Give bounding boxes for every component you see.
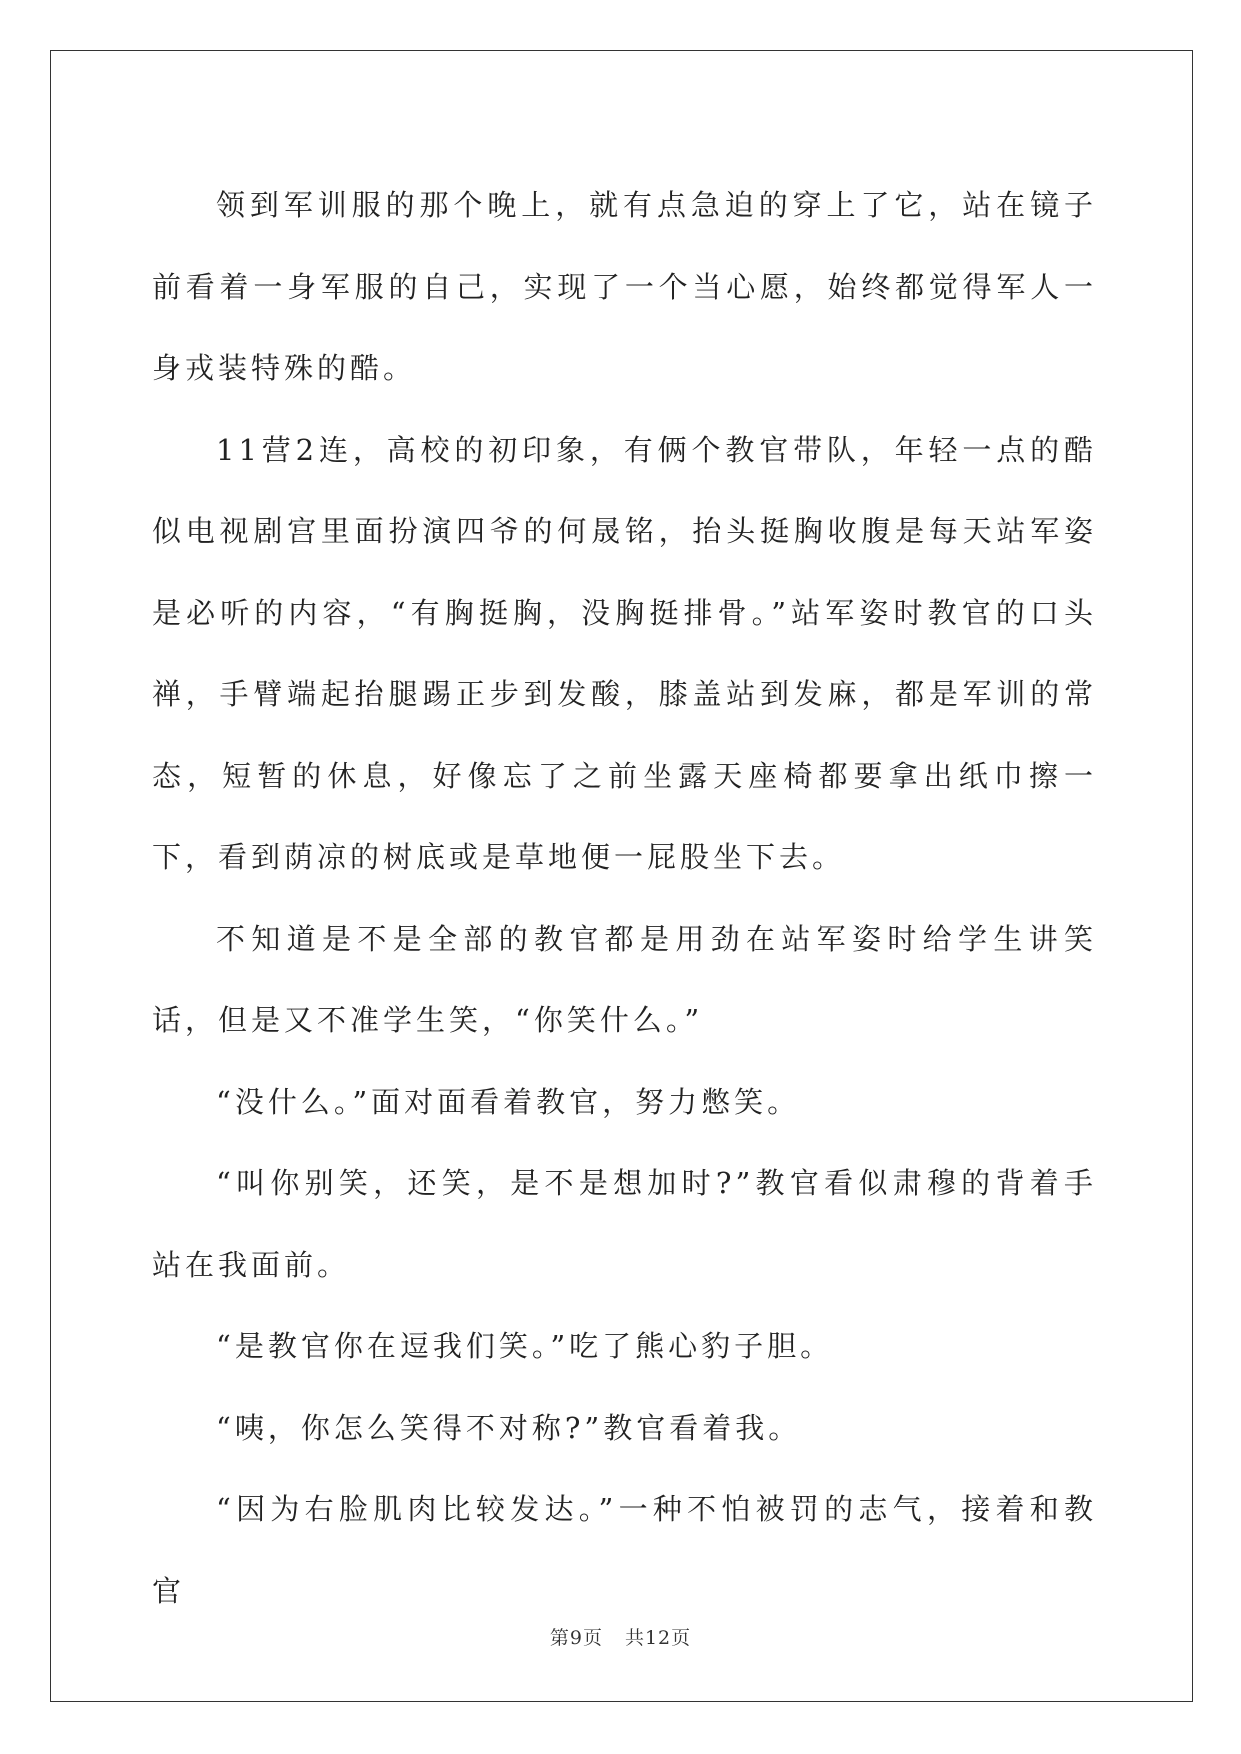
paragraph-5: “叫你别笑，还笑，是不是想加时?”教官看似肃穆的背着手站在我面前。 xyxy=(152,1166,1097,1282)
paragraph-4: “没什么。”面对面看着教官，努力憋笑。 xyxy=(216,1084,801,1119)
paragraph-7: “咦，你怎么笑得不对称?”教官看着我。 xyxy=(216,1410,802,1445)
page-number: 第9页 xyxy=(549,1627,603,1649)
document-body xyxy=(152,165,1097,1632)
page-total: 共12页 xyxy=(624,1627,692,1649)
paragraph-8: “因为右脸肌肉比较发达。”一种不怕被罚的志气，接着和教官 xyxy=(152,1492,1097,1608)
paragraph-2: 11营2连，高校的初印象，有俩个教官带队，年轻一点的酷似电视剧宫里面扮演四爷的何晟铭，抬头挺胸收腹是每天站军姿是必听的内容，“有胸挺胸，没胸挺排骨。”站军姿时教官的口头禅，手臂端起抬腿踢正步到发酸，膝盖站到发麻，都是军训的常态，短暂的休息，好像忘了之前坐露天座椅都要拿出纸巾擦一下，看到荫凉的树底或是草地便一屁股坐下去。 xyxy=(152,432,1097,874)
paragraph-1: 领到军训服的那个晚上，就有点急迫的穿上了它，站在镜子前看着一身军服的自己，实现了一个当心愿，始终都觉得军人一身戎装特殊的酷。 xyxy=(152,188,1097,385)
paragraph-3: 不知道是不是全部的教官都是用劲在站军姿时给学生讲笑话，但是又不准学生笑，“你笑什么。” xyxy=(152,921,1097,1037)
paragraph-6: “是教官你在逗我们笑。”吃了熊心豹子胆。 xyxy=(216,1329,834,1363)
page-footer xyxy=(0,1623,1241,1650)
